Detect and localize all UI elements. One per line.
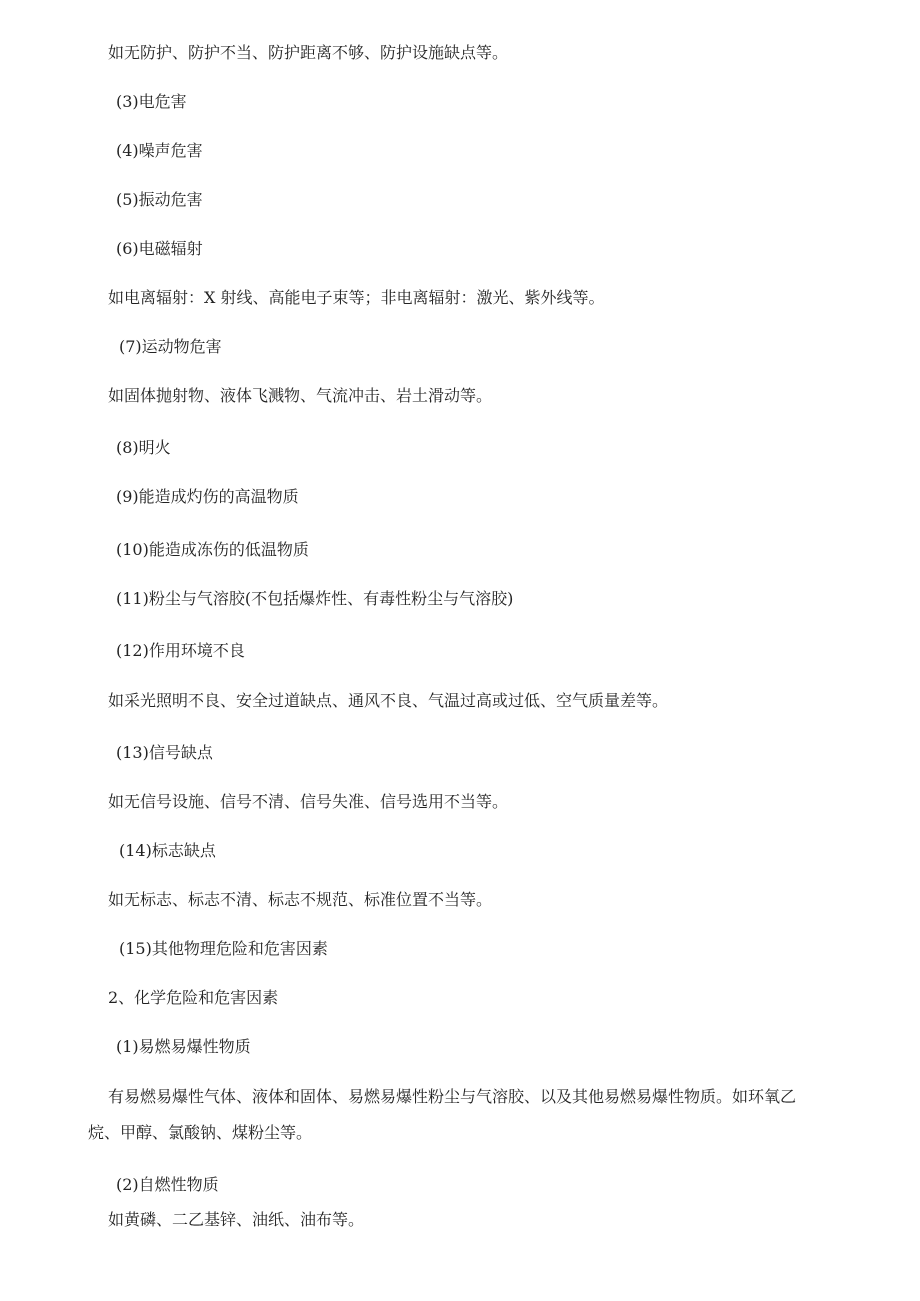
heading-low-temperature-substance: (10)能造成冻伤的低温物质 [116,540,309,559]
paragraph-protection-examples: 如无防护、防护不当、防护距离不够、防护设施缺点等。 [108,43,509,62]
paragraph-sign-examples: 如无标志、标志不清、标志不规范、标准位置不当等。 [108,890,493,909]
heading-electromagnetic-radiation: (6)电磁辐射 [116,239,203,258]
heading-moving-object-hazard: (7)运动物危害 [119,337,222,356]
heading-signal-defect: (13)信号缺点 [116,743,213,762]
heading-flammable-explosive: (1)易燃易爆性物质 [116,1037,251,1056]
paragraph-environment-examples: 如采光照明不良、安全过道缺点、通风不良、气温过高或过低、空气质量差等。 [108,691,669,710]
heading-open-flame: (8)明火 [116,438,171,457]
heading-poor-environment: (12)作用环境不良 [116,641,245,660]
heading-other-physical-hazards: (15)其他物理危险和危害因素 [119,939,328,958]
section-chemical-hazards: 2、化学危险和危害因素 [108,988,279,1007]
heading-noise-hazard: (4)噪声危害 [116,141,203,160]
paragraph-spontaneous-examples: 如黄磷、二乙基锌、油纸、油布等。 [108,1210,365,1229]
heading-electrical-hazard: (3)电危害 [116,92,187,111]
paragraph-moving-object-examples: 如固体抛射物、液体飞溅物、气流冲击、岩土滑动等。 [108,386,493,405]
heading-sign-defect: (14)标志缺点 [119,841,216,860]
paragraph-flammable-examples-line1: 有易燃易爆性气体、液体和固体、易燃易爆性粉尘与气溶胶、以及其他易燃易爆性物质。如环氧乙 [108,1087,797,1106]
heading-high-temperature-substance: (9)能造成灼伤的高温物质 [116,487,299,506]
heading-spontaneous-combustion: (2)自燃性物质 [116,1175,219,1194]
heading-dust-aerosol: (11)粉尘与气溶胶(不包括爆炸性、有毒性粉尘与气溶胶) [116,589,514,608]
paragraph-radiation-examples: 如电离辐射：X 射线、高能电子束等；非电离辐射：激光、紫外线等。 [108,288,605,307]
paragraph-signal-examples: 如无信号设施、信号不清、信号失准、信号选用不当等。 [108,792,509,811]
paragraph-flammable-examples-line2: 烷、甲醇、氯酸钠、煤粉尘等。 [88,1123,313,1142]
heading-vibration-hazard: (5)振动危害 [116,190,203,209]
